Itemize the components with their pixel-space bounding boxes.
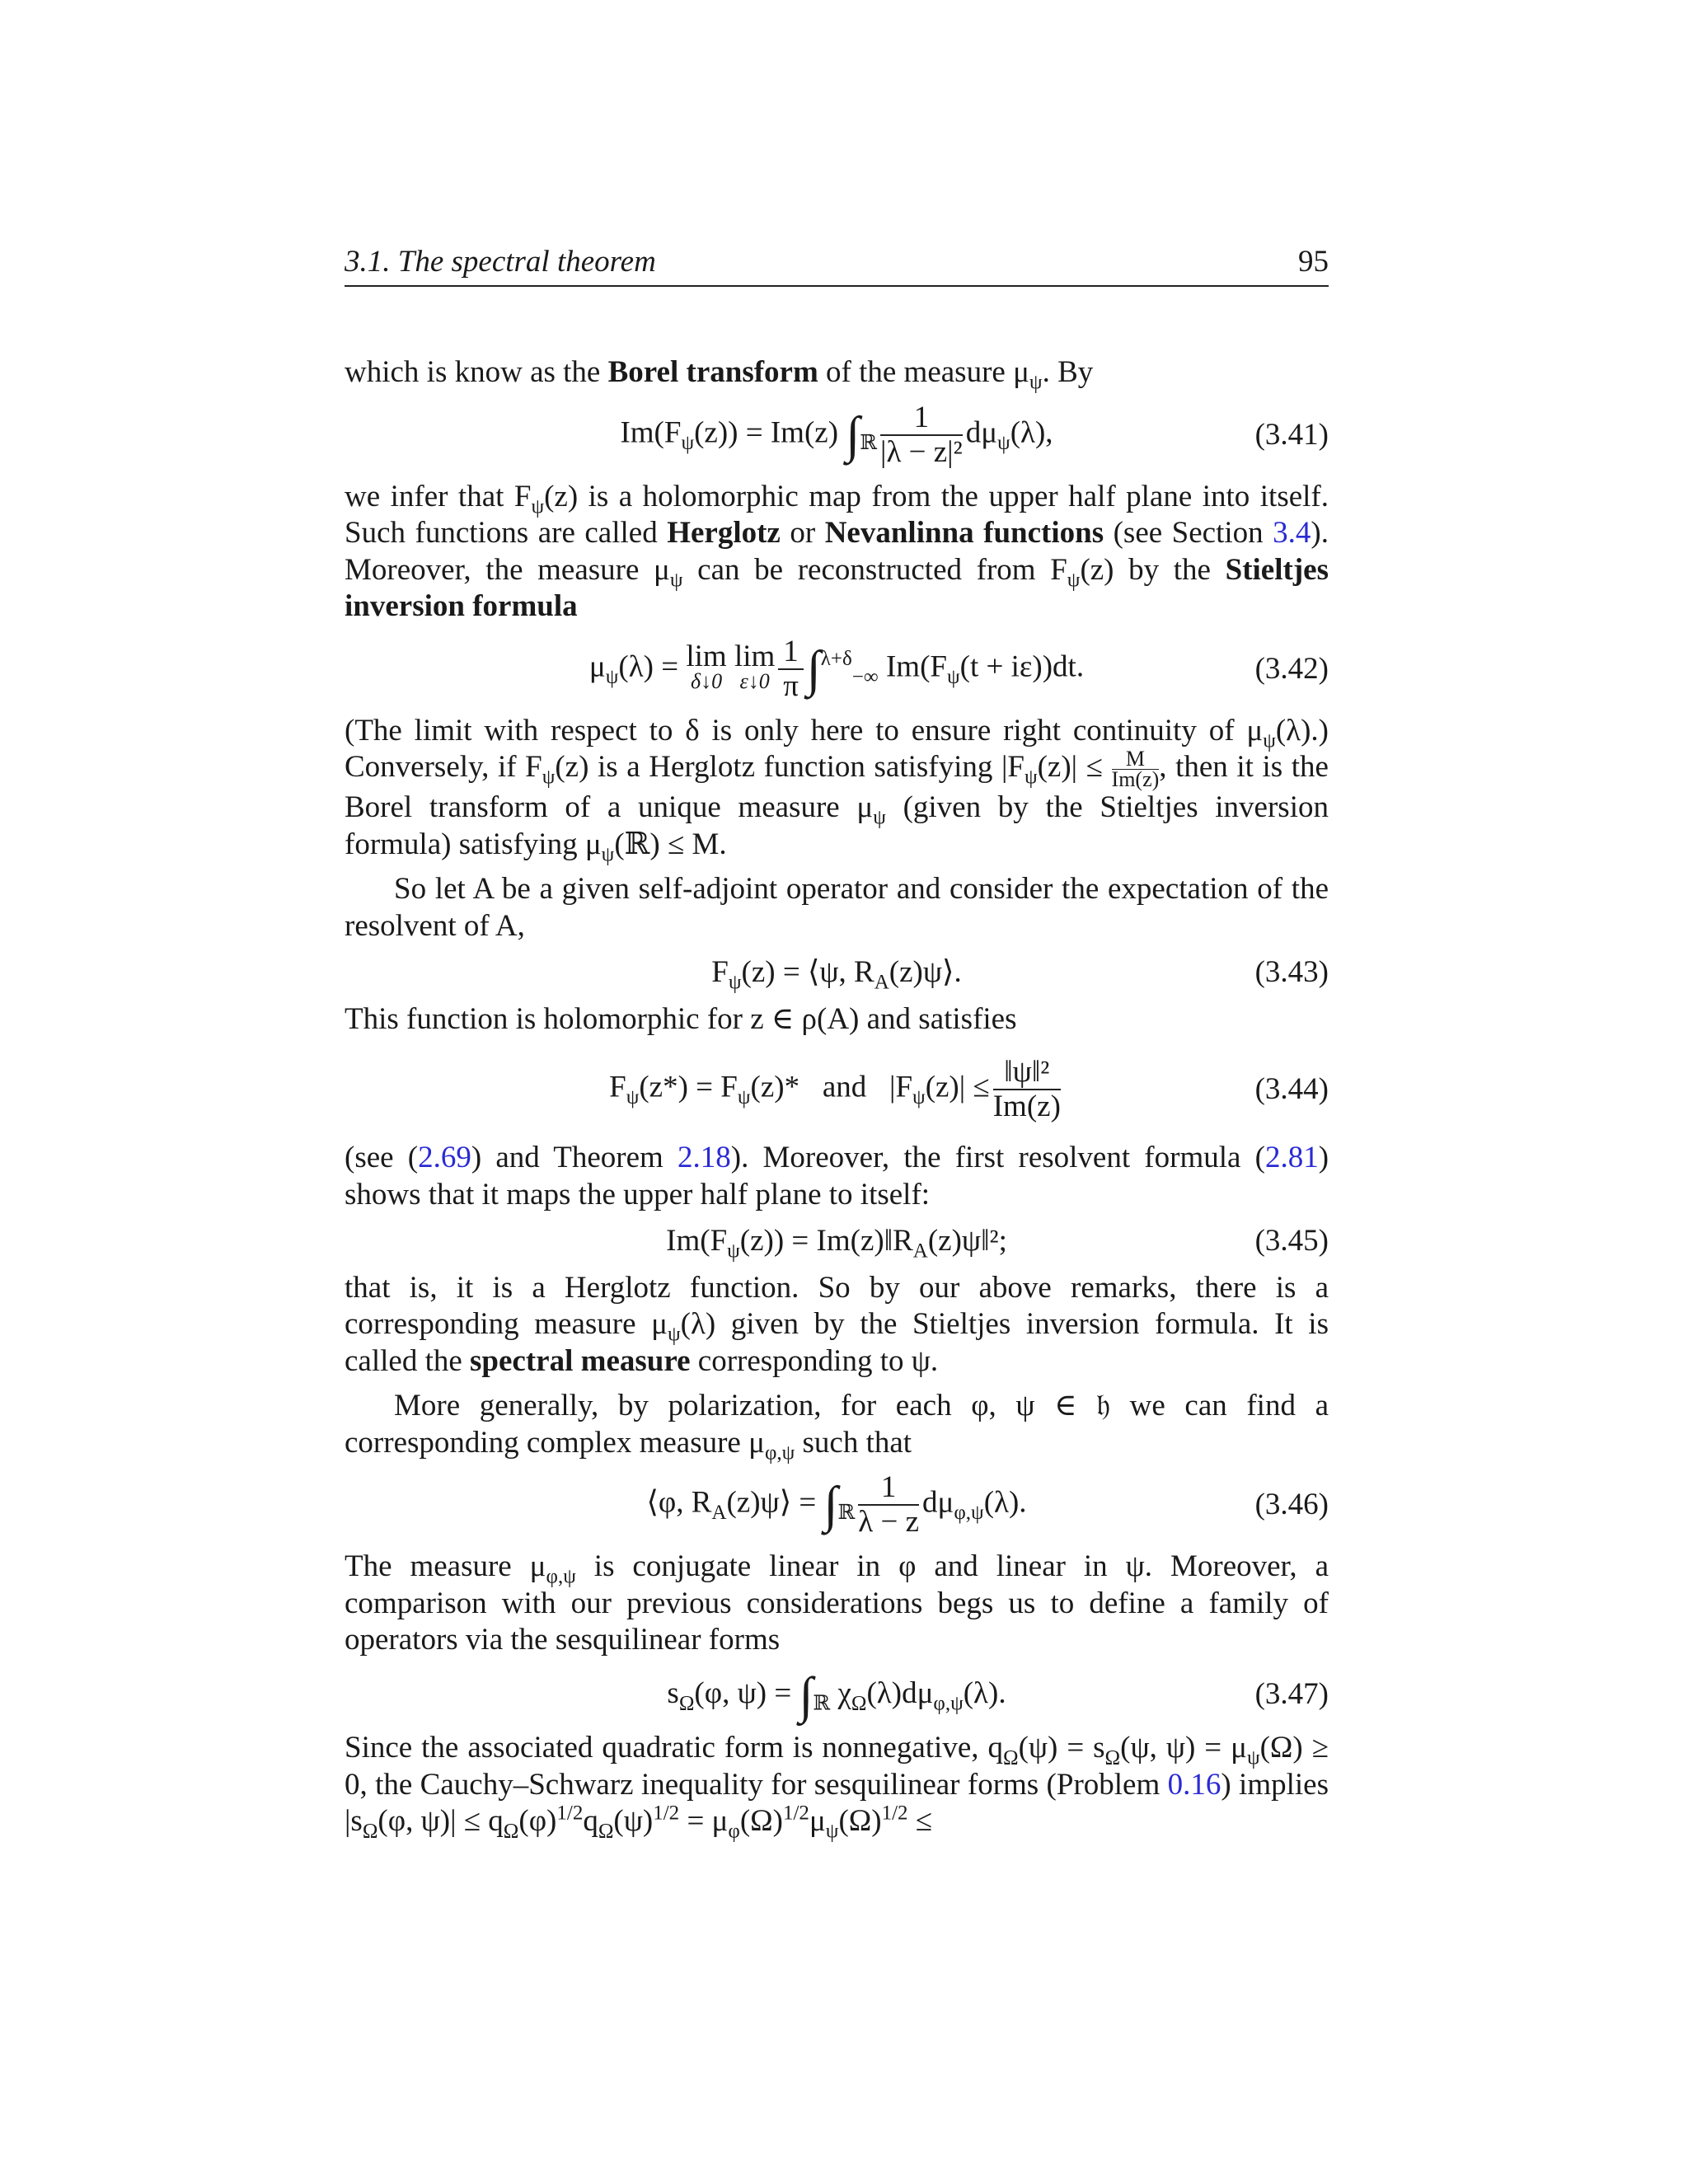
equation-3-42: $\mu_\psi(\lambda) = \lim$ δ↓0 lim ε↓0 $\frac{1}{\pi}$ ∫$^{\lambda+\delta}_{-\infty}$ $Im(F_\psi(t + i\varepsilon))dt$. (3.42) bbox=[588, 634, 1329, 703]
link-section-3-4[interactable]: 3.4 bbox=[1273, 516, 1311, 550]
equation-number: (3.45) bbox=[1254, 1224, 1329, 1258]
equation-3-45: $Im(F_\psi(z))$ = $Im(z)‖R_A(z)\psi‖^2$; (3.45) bbox=[666, 1224, 1329, 1263]
paragraph-limit: (The limit with respect to δ is only here to ensure right continuity of $\mu_\psi(\lambda)$.) Conversely, if $F_\psi(z)$ is a Herglotz function satisfying $|F_\psi(z)|$ ≤ $\frac{M}{Im(z)}$ , then it is the Borel transform of a unique measure $\mu_\psi$ (given by the Stieltjes inversion formula) satisfying $\mu_\psi(ℝ) \le M$. bbox=[345, 713, 1329, 865]
link-eq-2-81[interactable]: 2.81 bbox=[1264, 1141, 1319, 1175]
running-header bbox=[345, 241, 1329, 287]
paragraph-conjugate-linear: The measure $\mu_{\varphi,\psi}$ is conjugate linear in φ and linear in ψ. Moreover, a comparison with our previous considerations begs us to define a family of operators via the sesquilinear forms bbox=[345, 1549, 1329, 1657]
equation-number: (3.44) bbox=[1254, 1071, 1329, 1106]
equation-number: (3.41) bbox=[1254, 417, 1329, 452]
term-borel-transform: Borel transform bbox=[607, 355, 818, 389]
paragraph-borel: which is know as the Borel transform of the measure $\mu_\psi$. By bbox=[345, 355, 1094, 394]
equation-number: (3.42) bbox=[1254, 651, 1329, 686]
section-title: 3.1. The spectral theorem bbox=[345, 245, 656, 279]
equation-3-46: ⟨φ, $R_A(z)\psi⟩ = \int_ℝ$ $\frac{1}{\lambda - z}$ $d\mu_{\varphi,\psi}(\lambda)$. (3.46) bbox=[646, 1470, 1329, 1540]
paragraph-spectral-measure: that is, it is a Herglotz function. So by our above remarks, there is a corresponding measure $\mu_\psi(\lambda)$ given by the Stieltjes inversion formula. It is called the spectral measure corresponding to ψ. bbox=[345, 1270, 1329, 1378]
link-problem-0-16[interactable]: 0.16 bbox=[1167, 1767, 1221, 1802]
equation-number: (3.46) bbox=[1254, 1487, 1329, 1521]
link-eq-2-69[interactable]: 2.69 bbox=[418, 1141, 471, 1175]
equation-3-47: $s_\Omega(\varphi$, $\psi) = \int_ℝ$ $\chi_\Omega(\lambda)d\mu_{\varphi,\psi}(\lambda)$. (3.47) bbox=[667, 1666, 1329, 1723]
paragraph-resolvent: So let A be a given self-adjoint operator and consider the expectation of the resolvent of A, bbox=[345, 872, 1329, 943]
page-body bbox=[345, 354, 1329, 1843]
paragraph-herglotz: we infer that $F_\psi(z)$ is a holomorphic map from the upper half plane into itself. Such functions are called Herglotz or Nevanlinna functions (see Section 3.4). Moreover, the measure $\mu_\psi$ can be reconstructed from $F_\psi(z)$ by the Stieltjes inversion formula bbox=[345, 479, 1329, 623]
paragraph-cauchy-schwarz: Since the associated quadratic form is nonnegative, $q_\Omega(\psi) = s_\Omega(\psi$, $\psi) = \mu_\psi(\Omega) \ge 0$, the Cauchy–Schwarz inequality for sesquilinear forms (Problem 0.16) implies $|s_\Omega(\varphi$, $\psi)| \le q_\Omega(\varphi)^{1/2}q_\Omega(\psi)^{1/2} = \mu_\varphi(\Omega)^{1/2}\mu_\psi(\Omega)^{1/2}$ ≤ bbox=[345, 1731, 1329, 1843]
equation-3-43: $F_\psi(z)$ = ⟨ψ, $R_A(z)\psi⟩$. (3.43) bbox=[711, 955, 1329, 994]
paragraph-holomorphic: This function is holomorphic for z ∈ ρ(A) and satisfies bbox=[345, 1001, 1017, 1036]
term-spectral-measure: spectral measure bbox=[470, 1343, 691, 1378]
equation-3-41: $Im(F_\psi(z)) = Im(z)$ $\int_ℝ$ $\frac{1}{\text{|λ − z|²}}$ $d\mu_\psi(\lambda)$, (3.41) bbox=[620, 400, 1329, 469]
equation-number: (3.47) bbox=[1254, 1676, 1329, 1711]
paragraph-polarization: More generally, by polarization, for each φ, ψ ∈ 𝔥 we can find a corresponding complex measure $\mu_{\varphi,\psi}$ such that bbox=[345, 1389, 1329, 1464]
paragraph-see-theorem: (see (2.69) and Theorem 2.18). Moreover, the first resolvent formula (2.81) shows that it maps the upper half plane to itself: bbox=[345, 1141, 1329, 1212]
page-number: 95 bbox=[1298, 245, 1329, 279]
equation-3-44: $F_\psi(z*) = F_\psi(z)*$ and $|F_\psi(z)|$ ≤ $\frac{\text{‖ψ‖²}}{Im(z)}$ (3.44) bbox=[609, 1055, 1329, 1124]
equation-number: (3.43) bbox=[1254, 955, 1329, 990]
link-theorem-2-18[interactable]: 2.18 bbox=[678, 1141, 731, 1175]
